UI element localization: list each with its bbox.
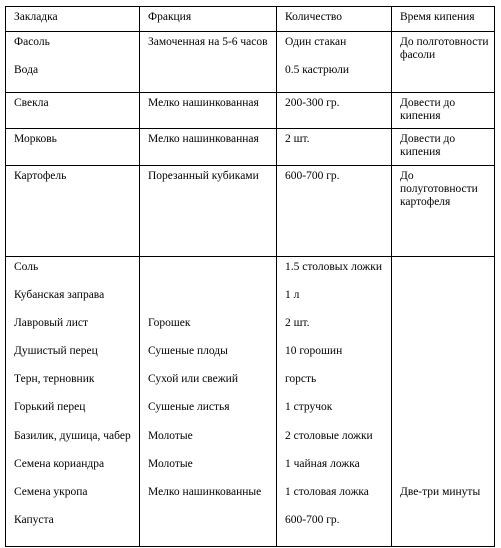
fraction-value: Сушеные листья	[148, 401, 230, 414]
fraction-value: Молотые	[148, 457, 193, 470]
boil-time-cell: До полуготовности картофеля	[392, 166, 495, 257]
header-amount: Количество	[277, 7, 392, 32]
header-boil-time: Время кипения	[392, 7, 495, 32]
fraction-cell: Мелко нашинкованная	[140, 129, 277, 166]
ingredient-name: Капуста	[14, 513, 54, 526]
amount-value: Один стакан	[285, 36, 347, 48]
ingredient-name: Семена кориандра	[14, 457, 105, 470]
recipe-table	[5, 6, 495, 547]
boil-time-cell: Довести до кипения	[392, 129, 495, 166]
amount-value: 600-700 гр.	[285, 513, 340, 526]
ingredient-name: Фасоль	[14, 36, 50, 48]
amount-value: 1 чайная ложка	[285, 457, 360, 470]
table-row	[6, 32, 495, 93]
fraction-value: Молотые	[148, 429, 193, 442]
amount-cell: 600-700 гр.	[277, 166, 392, 257]
amount-value: горсть	[285, 373, 317, 386]
fraction-value: Горошек	[148, 317, 191, 330]
ingredient-name: Вода	[14, 64, 39, 76]
ingredient-name: Терн, терновник	[14, 373, 95, 386]
ingredient-name: Семена укропа	[14, 485, 88, 498]
amount-cell	[277, 32, 392, 93]
amount-value: 0.5 кастрюли	[285, 64, 349, 76]
amount-cell: 2 шт.	[277, 129, 392, 166]
ingredient-cell: Морковь	[6, 129, 140, 166]
table-row	[6, 129, 495, 166]
amount-cell: 200-300 гр.	[277, 93, 392, 129]
fraction-value: Мелко нашинкованные	[148, 485, 262, 498]
ingredient-name: Кубанская заправа	[14, 289, 105, 302]
ingredient-name: Соль	[14, 261, 39, 273]
spice-ingredient-cell	[6, 257, 140, 547]
ingredient-name: Горький перец	[14, 401, 86, 414]
amount-value: 1 л	[285, 289, 300, 302]
spice-boil-time-cell	[392, 257, 495, 547]
ingredient-cell: Свекла	[6, 93, 140, 129]
header-ingredient: Закладка	[6, 7, 140, 32]
ingredient-name: Душистый перец	[14, 345, 98, 358]
fraction-value	[148, 289, 271, 317]
amount-value: 1.5 столовых ложки	[285, 261, 382, 273]
spice-fraction-cell	[140, 257, 277, 547]
fraction-cell: Замоченная на 5-6 часов	[140, 32, 277, 93]
fraction-value	[148, 261, 271, 289]
header-row	[6, 7, 495, 32]
amount-value: 10 горошин	[285, 345, 343, 358]
ingredient-cell: Картофель	[6, 166, 140, 257]
amount-value: 1 столовая ложка	[285, 485, 369, 498]
fraction-cell: Мелко нашинкованная	[140, 93, 277, 129]
fraction-value	[148, 514, 271, 542]
amount-value: 2 шт.	[285, 317, 310, 330]
fraction-cell: Порезанный кубиками	[140, 166, 277, 257]
header-fraction: Фракция	[140, 7, 277, 32]
fraction-value: Сухой или свежий	[148, 373, 238, 386]
table-row	[6, 166, 495, 257]
spice-amount-cell	[277, 257, 392, 547]
table-row	[6, 93, 495, 129]
ingredient-cell	[6, 32, 140, 93]
ingredient-name: Базилик, душица, чабер	[14, 429, 131, 442]
boil-time-cell: До полготовности фасоли	[392, 32, 495, 93]
ingredient-name: Лавровый лист	[14, 317, 89, 330]
amount-value: 2 столовые ложки	[285, 429, 373, 442]
boil-time-value: Две-три минуты	[400, 485, 481, 498]
boil-time-cell: Довести до кипения	[392, 93, 495, 129]
amount-value: 1 стручок	[285, 401, 333, 414]
spices-row	[6, 257, 495, 547]
fraction-value: Сушеные плоды	[148, 345, 228, 358]
